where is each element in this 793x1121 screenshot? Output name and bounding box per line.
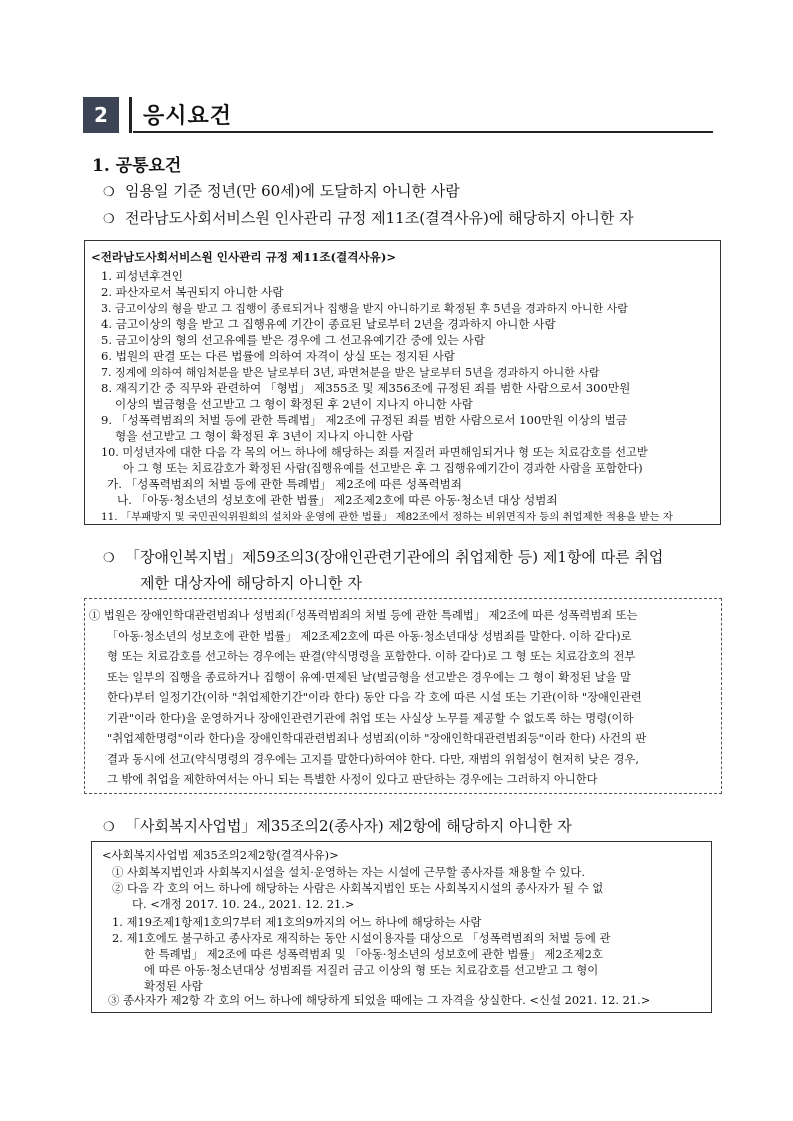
disability-act-text: 그 밖에 취업을 제한하여서는 아니 되는 특별한 사정이 있다고 판단하는 경우에는 그러하지 아니한다 — [107, 773, 598, 786]
regulation-item: 5. 금고이상의 형의 선고유예를 받은 경우에 그 선고유예기간 중에 있는 사람 — [101, 333, 485, 347]
disability-act-text: "취업제한명령"이라 한다)을 장애인학대관련범죄나 성범죄(이하 "장애인학대관련범죄등"이라 한다) 사건의 판 — [107, 732, 647, 745]
social-welfare-item: ② 다음 각 호의 어느 하나에 해당하는 사람은 사회복지법인 또는 사회복지시설의 종사자가 될 수 없 — [112, 881, 604, 895]
heading-common-requirements: 1. 공통요건 — [92, 156, 182, 176]
section-underline — [133, 131, 713, 133]
regulation-item: 7. 징계에 의하여 해임처분을 받은 날로부터 3년, 파면처분을 받은 날로부터 5년을 경과하지 아니한 사람 — [101, 366, 600, 379]
section-divider — [129, 97, 132, 133]
bullet-marker: ❍ — [103, 212, 115, 227]
social-welfare-item: ① 사회복지법인과 사회복지시설을 설치·운영하는 자는 시설에 근무할 종사자를 채용할 수 있다. — [112, 865, 585, 879]
bullet-social-welfare-act — [103, 815, 572, 836]
disability-act-text: 형 또는 치료감호를 선고하는 경우에는 판결(약식명령을 포함한다. 이하 같다)로 그 형 또는 치료감호의 전부 — [107, 650, 636, 663]
social-welfare-subitem: 1. 제19조제1항제1호의7부터 제1호의9까지의 어느 하나에 해당하는 사람 — [112, 915, 482, 929]
regulation-item: 8. 재직기간 중 직무와 관련하여 「형법」 제355조 및 제356조에 규정된 죄를 범한 사람으로서 300만원 — [101, 381, 631, 395]
regulation-subitem: 가. 「성폭력범죄의 처벌 등에 관한 특례법」 제2조에 따른 성폭력범죄 — [107, 477, 462, 491]
disability-act-text: 「아동·청소년의 성보호에 관한 법률」 제2조제2호에 따른 아동·청소년대상 성범죄를 말한다. 이하 같다)로 — [107, 629, 632, 643]
bullet-retirement-age — [103, 180, 460, 201]
social-welfare-box-title: <사회복지사업법 제35조의2제2항(결격사유)> — [102, 848, 339, 862]
regulation-box — [84, 240, 721, 525]
social-welfare-item: ③ 종사자가 제2항 각 호의 어느 하나에 해당하게 되었을 때에는 그 자격을 상실한다. <신설 2021. 12. 21.> — [108, 993, 651, 1007]
regulation-box-title: <전라남도사회서비스원 인사관리 규정 제11조(결격사유)> — [91, 250, 397, 264]
regulation-item-cont: 형을 선고받고 그 형이 확정된 후 3년이 지나지 아니한 사람 — [115, 429, 414, 443]
bullet-disability-act-cont: 제한 대상자에 해당하지 아니한 자 — [140, 574, 362, 592]
bullet-marker: ❍ — [103, 551, 115, 566]
bullet-marker: ❍ — [103, 820, 115, 835]
disability-act-text: 한다)부터 일정기간(이하 "취업제한기간"이라 한다) 동안 다음 각 호에 따른 시설 또는 기관(이하 "장애인관련 — [107, 691, 642, 704]
bullet-hr-regulation — [103, 207, 634, 228]
disability-act-text: 기관"이라 한다)을 운영하거나 장애인관련기관에 취업 또는 사실상 노무를 제공할 수 없도록 하는 명령(이하 — [107, 711, 634, 725]
social-welfare-subitem: 2. 제1호에도 불구하고 종사자로 재직하는 동안 시설이용자를 대상으로 「성폭력범죄의 처벌 등에 관 — [112, 931, 611, 945]
regulation-subitem: 나. 「아동·청소년의 성보호에 관한 법률」 제2조제2호에 따른 아동·청소년 대상 성범죄 — [117, 493, 558, 507]
section-title: 응시요건 — [143, 104, 233, 129]
social-welfare-subitem-cont: 에 따른 아동·청소년대상 성범죄를 저질러 금고 이상의 형 또는 치료감호를 선고받고 그 형이 — [144, 963, 599, 977]
bullet-text: 「사회복지사업법」제35조의2(종사자) 제2항에 해당하지 아니한 자 — [125, 817, 572, 835]
bullet-marker: ❍ — [103, 185, 115, 200]
disability-act-text: 결과 동시에 선고(약식명령의 경우에는 고지를 말한다)하여야 한다. 다만, 재범의 위험성이 현저히 낮은 경우, — [107, 752, 639, 766]
regulation-item: 1. 피성년후견인 — [101, 269, 183, 283]
regulation-item: 2. 파산자로서 복권되지 아니한 사람 — [101, 285, 284, 299]
bullet-text: 임용일 기준 정년(만 60세)에 도달하지 아니한 사람 — [125, 182, 460, 200]
social-welfare-box — [91, 841, 712, 1013]
regulation-item: 9. 「성폭력범죄의 처벌 등에 관한 특례법」 제2조에 규정된 죄를 범한 사람으로서 100만원 이상의 벌금 — [101, 413, 628, 427]
regulation-item-cont: 이상의 벌금형을 선고받고 그 형이 확정된 후 2년이 지나지 아니한 사람 — [115, 397, 473, 411]
bullet-text: 전라남도사회서비스원 인사관리 규정 제11조(결격사유)에 해당하지 아니한 자 — [125, 209, 634, 227]
regulation-item: 6. 법원의 판결 또는 다른 법률에 의하여 자격이 상실 또는 정지된 사람 — [101, 349, 455, 363]
bullet-disability-act — [103, 546, 663, 567]
regulation-item-cont: 아 그 형 또는 치료감호가 확정된 사람(집행유예를 선고받은 후 그 집행유예기간이 경과한 사람을 포함한다) — [123, 462, 643, 475]
disability-act-text: ① 법원은 장애인학대관련범죄나 성범죄(「성폭력범죄의 처벌 등에 관한 특례법」 제2조에 따른 성폭력범죄 또는 — [89, 609, 638, 622]
regulation-item: 4. 금고이상의 형을 받고 그 집행유예 기간이 종료된 날로부터 2년을 경과하지 아니한 사람 — [101, 317, 556, 331]
regulation-item: 10. 미성년자에 대한 다음 각 목의 어느 하나에 해당하는 죄를 저질러 파면해임되거나 형 또는 치료감호를 선고받 — [101, 446, 648, 459]
social-welfare-subitem-cont: 확정된 사람 — [144, 979, 203, 993]
social-welfare-item-cont: 다. <개정 2017. 10. 24., 2021. 12. 21.> — [132, 897, 355, 911]
disability-act-text: 또는 일부의 집행을 종료하거나 집행이 유예·면제된 날(벌금형을 선고받은 경우에는 그 형이 확정된 날을 말 — [107, 670, 631, 684]
regulation-item: 11. 「부패방지 및 국민권익위원회의 설치와 운영에 관한 법률」 제82조에서 정하는 비위면직자 등의 취업제한 적용을 받는 자 — [101, 511, 673, 523]
regulation-item: 3. 금고이상의 형을 받고 그 집행이 종료되거나 집행을 받지 아니하기로 확정된 후 5년을 경과하지 아니한 사람 — [101, 302, 628, 315]
bullet-text: 「장애인복지법」제59조의3(장애인관련기관에의 취업제한 등) 제1항에 따른 취업 — [125, 548, 664, 566]
section-number: 2 — [83, 97, 119, 133]
social-welfare-subitem-cont: 한 특례법」 제2조에 따른 성폭력범죄 및 「아동·청소년의 성보호에 관한 법률」 제2조제2호 — [144, 947, 603, 961]
disability-act-box — [84, 598, 722, 794]
